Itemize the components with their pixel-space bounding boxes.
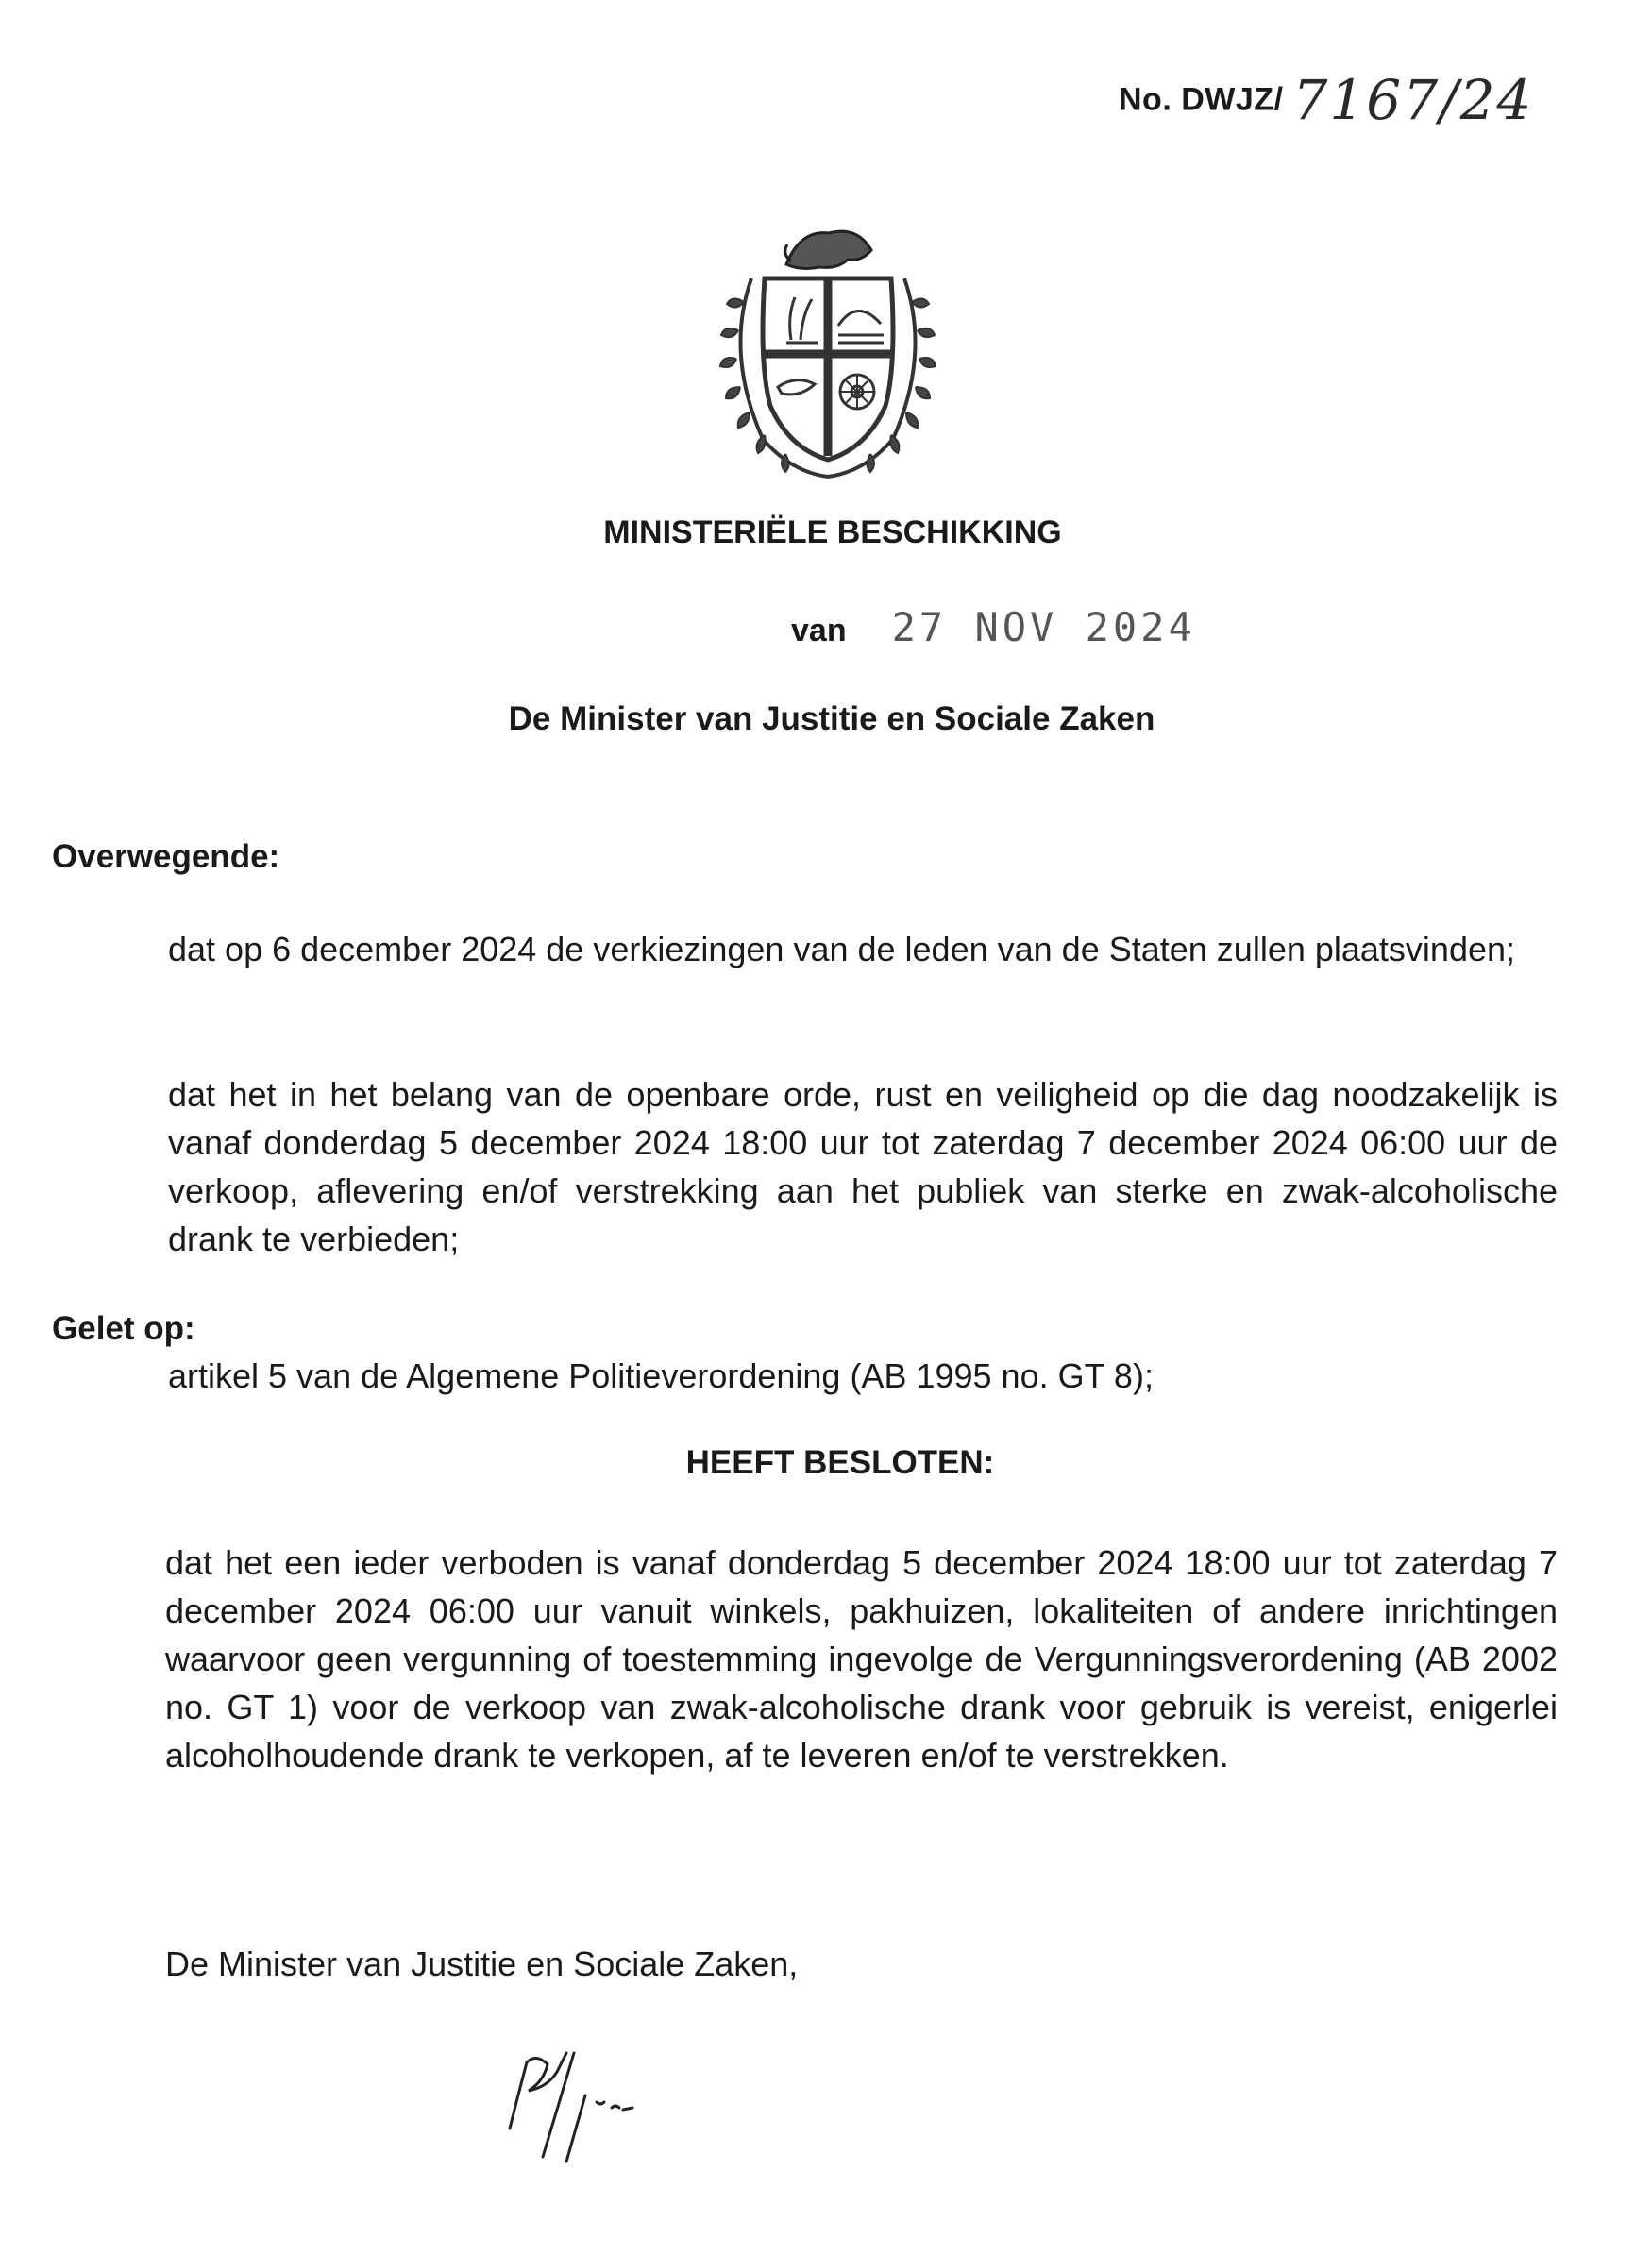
- date-line: [791, 604, 1196, 650]
- handwritten-signature-icon: [491, 2025, 717, 2166]
- decision-text: dat het een ieder verboden is vanaf donderdag 5 december 2024 18:00 uur tot zaterdag 7 december 2024 06:00 uur vanuit winkels, pakhuizen, lokaliteiten of andere inrichtingen waarvoor geen vergunning of toestemming ingevolge de Vergunningsverordening (AB 2002 no. GT 1) voor de verkoop van zwak-alcoholische drank voor gebruik is vereist, enigerlei alcoholhoudende drank te verkopen, af te leveren en/of te verstrekken.: [165, 1543, 1558, 1775]
- document-number-label: No. DWJZ/: [1119, 81, 1284, 118]
- coat-of-arms-icon: [697, 212, 959, 486]
- document-number: [1119, 68, 1533, 132]
- considerations-heading: Overwegende:: [52, 838, 280, 875]
- consideration-paragraph-2: dat het in het belang van de openbare orde, rust en veiligheid op die dag noodzakelijk is vanaf donderdag 5 december 2024 18:00 uur tot zaterdag 7 december 2024 06:00 uur de verkoop, aflevering en/of verstrekking aan het publiek van sterke en zwak-alcoholische drank te verbieden;: [168, 1075, 1558, 1258]
- date-prefix: van: [791, 613, 847, 648]
- signoff-text: De Minister van Justitie en Sociale Zaken,: [165, 1944, 799, 1983]
- document-number-handwritten: 7167/24: [1292, 68, 1534, 132]
- document-title: MINISTERIËLE BESCHIKKING: [603, 514, 1062, 550]
- legal-basis-text: artikel 5 van de Algemene Politieverordening (AB 1995 no. GT 8);: [168, 1356, 1154, 1395]
- consideration-paragraph-1: dat op 6 december 2024 de verkiezingen van de leden van de Staten zullen plaatsvinden;: [168, 930, 1516, 968]
- decision-heading: HEEFT BESLOTEN:: [685, 1444, 995, 1481]
- document-issuer: De Minister van Justitie en Sociale Zaken: [508, 700, 1155, 737]
- date-stamp: 27 NOV 2024: [891, 604, 1196, 650]
- legal-basis-heading: Gelet op:: [52, 1310, 195, 1347]
